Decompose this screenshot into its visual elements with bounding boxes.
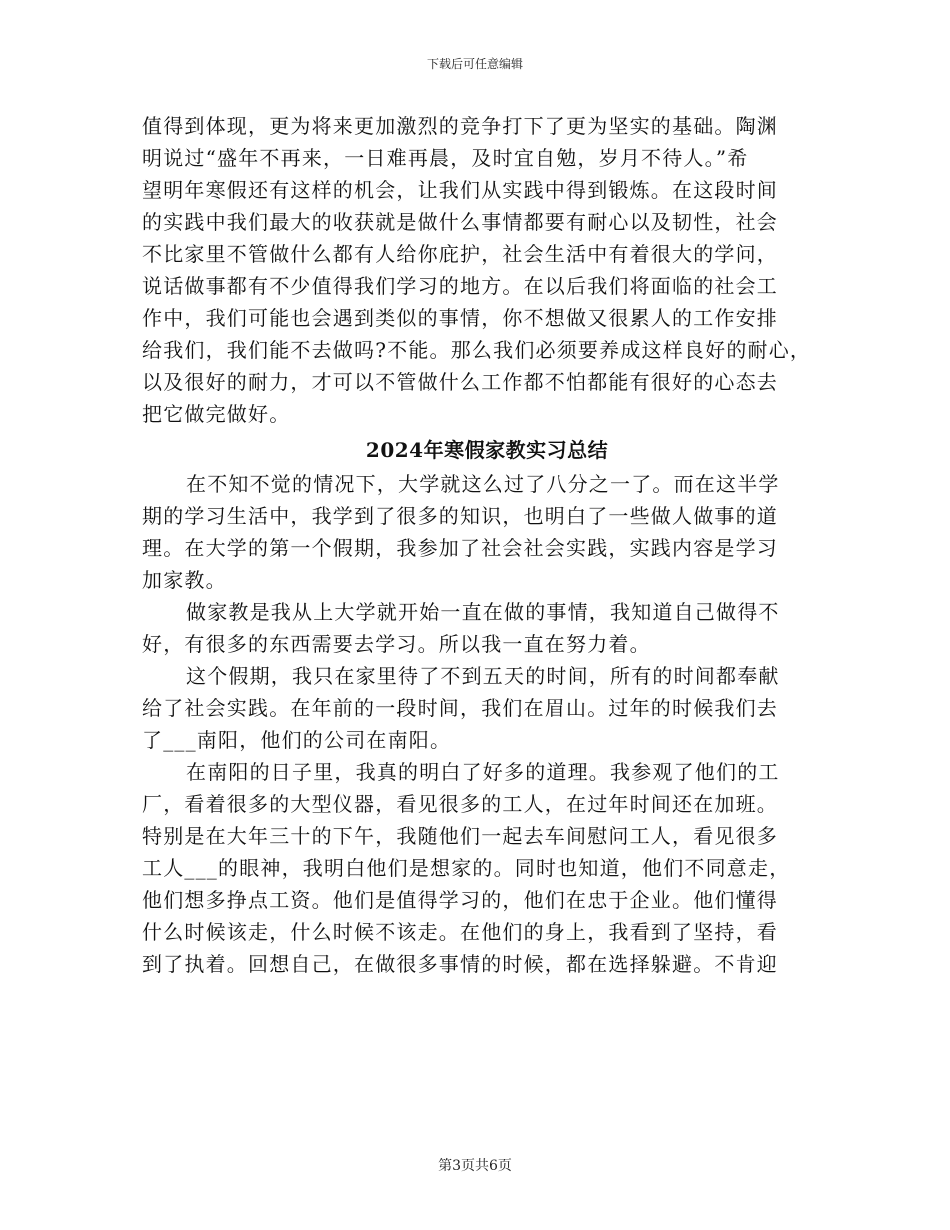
text-line: 说话做事都有不少值得我们学习的地方。在以后我们将面临的社会工 [142, 274, 778, 298]
paragraph-line: 做家教是我从上大学就开始一直在做的事情，我知道自己做得不 [186, 600, 780, 624]
text-line: 把它做完做好。 [142, 402, 291, 426]
document-body [142, 110, 832, 980]
paragraph-line: 在南阳的日子里，我真的明白了好多的道理。我参观了他们的工 [186, 760, 780, 784]
text-line: 望明年寒假还有这样的机会，让我们从实践中得到锻炼。在这段时间 [142, 178, 778, 202]
paragraph-line: 什么时候该走，什么时候不该走。在他们的身上，我看到了坚持，看 [142, 920, 778, 944]
paragraph-line: 好，有很多的东西需要去学习。所以我一直在努力着。 [142, 632, 651, 656]
section-title: 2024年寒假家教实习总结 [365, 438, 609, 462]
paragraph-line: 他们想多挣点工资。他们是值得学习的，他们在忠于企业。他们懂得 [142, 888, 778, 912]
page-header: 下载后可任意编辑 [426, 57, 523, 71]
paragraph-line: 到了执着。回想自己，在做很多事情的时候，都在选择躲避。不肯迎 [142, 952, 778, 976]
page-footer: 第3页共6页 [438, 1158, 512, 1174]
text-line: 作中，我们可能也会遇到类似的事情，你不想做又很累人的工作安排 [142, 306, 778, 330]
paragraph-line: 给了社会实践。在年前的一段时间，我们在眉山。过年的时候我们去 [142, 696, 778, 720]
paragraph-line: 在不知不觉的情况下，大学就这么过了八分之一了。而在这半学 [186, 472, 780, 496]
text-line: 明说过“盛年不再来，一日难再晨，及时宜自勉，岁月不待人。”希 [142, 146, 749, 170]
paragraph-line: 这个假期，我只在家里待了不到五天的时间，所有的时间都奉献 [186, 664, 780, 688]
text-line: 给我们，我们能不去做吗?不能。那么我们必须要养成这样良好的耐心， [142, 338, 812, 362]
text-line: 不比家里不管做什么都有人给你庇护，社会生活中有着很大的学问， [142, 242, 778, 266]
paragraph-line: 特别是在大年三十的下午，我随他们一起去车间慰问工人，看见很多 [142, 824, 778, 848]
paragraph-line: 了___南阳，他们的公司在南阳。 [142, 728, 452, 752]
paragraph-line: 厂，看着很多的大型仪器，看见很多的工人，在过年时间还在加班。 [142, 792, 778, 816]
paragraph-line: 工人___的眼神，我明白他们是想家的。同时也知道，他们不同意走， [142, 856, 791, 880]
paragraph-line: 期的学习生活中，我学到了很多的知识，也明白了一些做人做事的道 [142, 504, 778, 528]
text-line: 以及很好的耐力，才可以不管做什么工作都不怕都能有很好的心态去 [142, 370, 778, 394]
paragraph-line: 理。在大学的第一个假期，我参加了社会社会实践，实践内容是学习 [142, 536, 778, 560]
paragraph-line: 加家教。 [142, 568, 227, 592]
text-line: 的实践中我们最大的收获就是做什么事情都要有耐心以及韧性，社会 [142, 210, 778, 234]
text-line: 值得到体现，更为将来更加激烈的竞争打下了更为坚实的基础。陶渊 [142, 114, 778, 138]
